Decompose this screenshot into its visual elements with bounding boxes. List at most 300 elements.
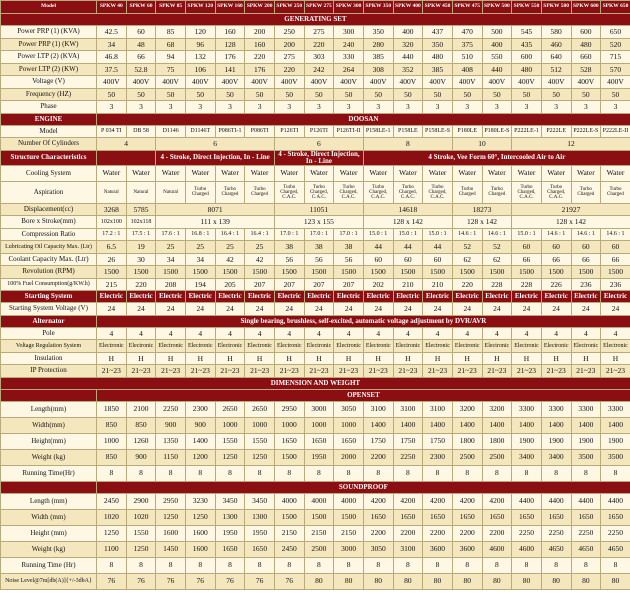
insulation-cell: H <box>274 352 304 365</box>
dimension-cell: 3200 <box>482 401 512 417</box>
bore-cell: 128 x 142 <box>512 216 630 229</box>
dimension-cell: 8 <box>215 557 245 573</box>
dimension-cell: 76 <box>215 573 245 589</box>
value-cell: 50 <box>452 88 482 101</box>
dimension-cell: 4650 <box>601 541 630 557</box>
displacement-cell: 5785 <box>126 203 156 216</box>
compression-cell: 14.6 : 1 <box>571 228 601 241</box>
value-cell: 470 <box>452 26 482 39</box>
value-cell: 400 <box>482 38 512 51</box>
dimension-cell: 4400 <box>601 493 630 509</box>
cooling-cell: Water <box>126 165 156 181</box>
voltage-cell: 24 <box>274 303 304 316</box>
dimension-cell: 76 <box>274 573 304 589</box>
value-cell: 600 <box>571 26 601 39</box>
value-cell: 3 <box>215 101 245 114</box>
voltage-cell: 24 <box>482 303 512 316</box>
oil-cell: 25 <box>215 241 245 254</box>
dimension-cell: 1300 <box>245 509 275 525</box>
fuel-cell: 220 <box>126 278 156 291</box>
dimension-cell: 3500 <box>571 449 601 465</box>
voltage-cell: 24 <box>393 303 423 316</box>
value-cell: 600 <box>512 51 542 64</box>
compression-cell: 15.0 : 1 <box>393 228 423 241</box>
value-cell: 37.5 <box>97 63 127 76</box>
dimension-cell: 1950 <box>245 525 275 541</box>
dimension-cell: 3300 <box>601 401 630 417</box>
fuel-cell: 228 <box>512 278 542 291</box>
dimension-cell: 8 <box>274 557 304 573</box>
value-cell: 330 <box>334 51 364 64</box>
value-cell: 3 <box>156 101 186 114</box>
voltage-cell: 24 <box>452 303 482 316</box>
dimension-cell: 2500 <box>304 541 334 557</box>
dimension-cell: 3100 <box>363 401 393 417</box>
ip-cell: 21~23 <box>601 365 630 378</box>
compression-cell: 14.6 : 1 <box>601 228 630 241</box>
dimension-cell: 8 <box>571 557 601 573</box>
value-cell: 400V <box>126 76 156 89</box>
dimension-cell: 4200 <box>423 493 453 509</box>
ip-cell: 21~23 <box>274 365 304 378</box>
row-label: Power PRP (1) (KW) <box>1 38 97 51</box>
value-cell: 176 <box>245 63 275 76</box>
dimension-cell: 1400 <box>393 417 423 433</box>
structure-desc-b: 4 - Stroke, Direct Injection, In - Line <box>274 150 363 165</box>
section-row <box>1 291 630 303</box>
row-label: Number Of Cylinders <box>1 138 97 151</box>
row-label: Compression Ratio <box>1 228 97 241</box>
insulation-cell: H <box>571 352 601 365</box>
row-label: Height(mm) <box>1 433 97 449</box>
pole-cell: 4 <box>482 327 512 340</box>
dimension-cell: 8 <box>304 557 334 573</box>
value-cell: 275 <box>304 26 334 39</box>
fuel-cell: 220 <box>452 278 482 291</box>
value-cell: 34 <box>97 38 127 51</box>
compression-cell: 14.6 : 1 <box>541 228 571 241</box>
dimension-cell: 3100 <box>393 401 423 417</box>
engine-model: D1146 <box>156 125 186 138</box>
value-cell: 640 <box>541 51 571 64</box>
alternator-desc: Single bearing, brushless, self-excited, automatic voltage adjustment by DVR/AVR <box>97 315 630 327</box>
model-name: SPKW 40 <box>97 1 127 14</box>
value-cell: 400V <box>512 76 542 89</box>
aspiration-cell: Turbo Charged <box>245 181 275 203</box>
displacement-cell: 11051 <box>274 203 363 216</box>
value-cell: 3 <box>245 101 275 114</box>
dimension-cell: 4000 <box>304 493 334 509</box>
insulation-cell: H <box>245 352 275 365</box>
vreg-cell: Electronic <box>185 340 215 353</box>
cylinder-count: 8 <box>363 138 452 151</box>
pole-cell: 4 <box>393 327 423 340</box>
section-alternator: Alternator <box>1 315 97 327</box>
dimension-cell: 8 <box>601 557 630 573</box>
value-cell: 3 <box>363 101 393 114</box>
coolant-cell: 60 <box>423 253 453 266</box>
value-cell: 400V <box>334 76 364 89</box>
compression-cell: 15.0 : 1 <box>363 228 393 241</box>
dimension-cell: 1950 <box>304 449 334 465</box>
starting-type: Electric <box>245 291 275 303</box>
value-cell: 200 <box>274 38 304 51</box>
fuel-cell: 236 <box>601 278 630 291</box>
ip-cell: 21~23 <box>97 365 127 378</box>
starting-type: Electric <box>156 291 186 303</box>
dimension-cell: 8 <box>393 465 423 481</box>
oil-cell: 44 <box>423 241 453 254</box>
rpm-cell: 1500 <box>156 266 186 279</box>
dimension-cell: 80 <box>512 573 542 589</box>
pole-cell: 4 <box>423 327 453 340</box>
data-row <box>1 63 630 76</box>
ip-cell: 21~23 <box>482 365 512 378</box>
fuel-cell: 207 <box>334 278 364 291</box>
oil-cell: 60 <box>601 241 630 254</box>
data-row <box>1 449 630 465</box>
dimension-cell: 80 <box>482 573 512 589</box>
dimension-cell: 8 <box>185 557 215 573</box>
dimension-cell: 2650 <box>245 401 275 417</box>
vreg-cell: Electronic <box>482 340 512 353</box>
ip-cell: 21~23 <box>215 365 245 378</box>
fuel-cell: 207 <box>274 278 304 291</box>
vreg-cell: Electronic <box>334 340 364 353</box>
value-cell: 160 <box>245 38 275 51</box>
dimension-cell: 1650 <box>512 509 542 525</box>
value-cell: 375 <box>452 38 482 51</box>
pole-cell: 4 <box>363 327 393 340</box>
dimension-cell: 80 <box>334 573 364 589</box>
coolant-cell: 66 <box>512 253 542 266</box>
starting-type: Electric <box>601 291 630 303</box>
aspiration-cell: Turbo Charged, C.A.C. <box>541 181 571 203</box>
dimension-cell: 1400 <box>423 417 453 433</box>
cooling-cell: Water <box>571 165 601 181</box>
dimension-cell: 2250 <box>571 525 601 541</box>
value-cell: 68 <box>156 38 186 51</box>
row-label: Weight (kg) <box>1 541 97 557</box>
compression-cell: 14.6 : 1 <box>452 228 482 241</box>
voltage-cell: 24 <box>245 303 275 316</box>
model-name: SPKW 580 <box>541 1 571 14</box>
value-cell: 350 <box>423 38 453 51</box>
dimension-cell: 4650 <box>541 541 571 557</box>
value-cell: 320 <box>393 38 423 51</box>
dimension-cell: 80 <box>304 573 334 589</box>
dimension-cell: 1300 <box>215 509 245 525</box>
dimension-cell: 2450 <box>274 541 304 557</box>
aspiration-cell: Turbo Charged, C.A.C. <box>512 181 542 203</box>
engine-model: P126TI <box>304 125 334 138</box>
dimension-cell: 1000 <box>304 417 334 433</box>
starting-type: Electric <box>452 291 482 303</box>
section-row <box>1 377 630 389</box>
coolant-cell: 56 <box>304 253 334 266</box>
row-label: Power LTP (2) (KW) <box>1 63 97 76</box>
dimension-cell: 4000 <box>334 493 364 509</box>
dimension-cell: 1650 <box>215 541 245 557</box>
data-row <box>1 465 630 481</box>
dimension-cell: 8 <box>363 557 393 573</box>
voltage-cell: 24 <box>334 303 364 316</box>
model-name: SPKW 300 <box>334 1 364 14</box>
dimension-cell: 1400 <box>482 417 512 433</box>
dimension-cell: 1000 <box>97 433 127 449</box>
fuel-cell: 215 <box>97 278 127 291</box>
rpm-cell: 1500 <box>215 266 245 279</box>
aspiration-cell: Turbo Charged <box>482 181 512 203</box>
row-label: Noise Level@7m[db(A)]{+/-3dbA} <box>1 573 97 589</box>
row-label: Power LTP (2) (KVA) <box>1 51 97 64</box>
pole-cell: 4 <box>334 327 364 340</box>
value-cell: 50 <box>541 88 571 101</box>
value-cell: 460 <box>541 38 571 51</box>
value-cell: 350 <box>363 26 393 39</box>
dimension-cell: 2150 <box>274 525 304 541</box>
value-cell: 385 <box>363 51 393 64</box>
data-row <box>1 266 630 279</box>
dimension-cell: 1020 <box>126 509 156 525</box>
dimension-cell: 3500 <box>601 449 630 465</box>
pole-cell: 4 <box>215 327 245 340</box>
value-cell: 176 <box>215 51 245 64</box>
section-soundproof: SOUNDPROOF <box>97 481 630 493</box>
dimension-cell: 8 <box>215 465 245 481</box>
dimension-cell: 1650 <box>482 509 512 525</box>
dimension-cell: 1900 <box>512 433 542 449</box>
cooling-cell: Water <box>601 165 630 181</box>
fuel-cell: 202 <box>363 278 393 291</box>
section-starting: Starting System <box>1 291 97 303</box>
dimension-cell: 2500 <box>482 449 512 465</box>
value-cell: 480 <box>571 38 601 51</box>
dimension-cell: 1600 <box>185 541 215 557</box>
data-row <box>1 327 630 340</box>
dimension-cell: 2450 <box>97 493 127 509</box>
dimension-cell: 2250 <box>156 401 186 417</box>
value-cell: 437 <box>423 26 453 39</box>
dimension-cell: 1200 <box>185 449 215 465</box>
cooling-cell: Water <box>274 165 304 181</box>
value-cell: 94 <box>156 51 186 64</box>
cooling-cell: Water <box>97 165 127 181</box>
bore-cell: 111 x 139 <box>156 216 275 229</box>
compression-cell: 17.0 : 1 <box>274 228 304 241</box>
dimension-cell: 850 <box>97 417 127 433</box>
displacement-cell: 18273 <box>452 203 511 216</box>
data-row <box>1 125 630 138</box>
coolant-cell: 26 <box>97 253 127 266</box>
model-name: SPKW 475 <box>452 1 482 14</box>
value-cell: 3 <box>334 101 364 114</box>
dimension-cell: 1350 <box>156 433 186 449</box>
data-row <box>1 165 630 181</box>
dimension-cell: 900 <box>185 417 215 433</box>
value-cell: 50 <box>215 88 245 101</box>
dimension-cell: 2500 <box>452 449 482 465</box>
value-cell: 400V <box>274 76 304 89</box>
value-cell: 3 <box>601 101 630 114</box>
rpm-cell: 1500 <box>274 266 304 279</box>
structure-desc-a: 4 - Stroke, Direct Injection, In - Line <box>156 150 275 165</box>
row-label: Frequency (HZ) <box>1 88 97 101</box>
rpm-cell: 1500 <box>97 266 127 279</box>
dimension-cell: 900 <box>126 449 156 465</box>
vreg-cell: Electronic <box>601 340 630 353</box>
data-row <box>1 525 630 541</box>
data-row <box>1 433 630 449</box>
dimension-cell: 1900 <box>601 433 630 449</box>
dimension-cell: 1650 <box>452 509 482 525</box>
dimension-cell: 1000 <box>245 417 275 433</box>
dimension-cell: 3300 <box>512 401 542 417</box>
cylinder-count: 6 <box>274 138 363 151</box>
aspiration-cell: Turbo Charged <box>185 181 215 203</box>
dimension-cell: 1250 <box>245 449 275 465</box>
value-cell: 400V <box>156 76 186 89</box>
dimension-cell: 900 <box>156 417 186 433</box>
value-cell: 500 <box>482 26 512 39</box>
insulation-cell: H <box>334 352 364 365</box>
value-cell: 141 <box>215 63 245 76</box>
data-row <box>1 138 630 151</box>
insulation-cell: H <box>452 352 482 365</box>
row-label: Displacement(cc) <box>1 203 97 216</box>
value-cell: 352 <box>393 63 423 76</box>
oil-cell: 6.5 <box>97 241 127 254</box>
value-cell: 50 <box>393 88 423 101</box>
insulation-cell: H <box>482 352 512 365</box>
dimension-cell: 1850 <box>97 401 127 417</box>
section-row <box>1 315 630 327</box>
value-cell: 48 <box>126 38 156 51</box>
coolant-cell: 42 <box>215 253 245 266</box>
dimension-cell: 3050 <box>334 401 364 417</box>
insulation-cell: H <box>541 352 571 365</box>
row-label: 100% Fuel Consumption(g/KW.h) <box>1 278 97 291</box>
voltage-cell: 24 <box>571 303 601 316</box>
value-cell: 308 <box>363 63 393 76</box>
value-cell: 550 <box>482 51 512 64</box>
aspiration-cell: Turbo Charged <box>601 181 630 203</box>
value-cell: 50 <box>363 88 393 101</box>
value-cell: 75 <box>156 63 186 76</box>
dimension-cell: 8 <box>185 465 215 481</box>
dimension-cell: 2200 <box>423 525 453 541</box>
voltage-cell: 24 <box>423 303 453 316</box>
dimension-cell: 4200 <box>363 493 393 509</box>
rpm-cell: 1500 <box>571 266 601 279</box>
dimension-cell: 8 <box>97 465 127 481</box>
dimension-cell: 3450 <box>245 493 275 509</box>
value-cell: 60 <box>126 26 156 39</box>
value-cell: 545 <box>512 26 542 39</box>
model-name: SPKW 250 <box>274 1 304 14</box>
oil-cell: 25 <box>156 241 186 254</box>
value-cell: 50 <box>126 88 156 101</box>
dimension-cell: 1400 <box>541 417 571 433</box>
value-cell: 400V <box>215 76 245 89</box>
dimension-cell: 2150 <box>334 525 364 541</box>
row-label: Revolution (RPM) <box>1 266 97 279</box>
dimension-cell: 1750 <box>423 433 453 449</box>
dimension-cell: 1250 <box>97 525 127 541</box>
compression-cell: 16.4 : 1 <box>215 228 245 241</box>
value-cell: 480 <box>423 51 453 64</box>
coolant-cell: 66 <box>571 253 601 266</box>
starting-type: Electric <box>126 291 156 303</box>
vreg-cell: Electronic <box>274 340 304 353</box>
value-cell: 400V <box>393 76 423 89</box>
bore-cell: 123 x 155 <box>274 216 363 229</box>
starting-type: Electric <box>393 291 423 303</box>
dimension-cell: 1650 <box>363 509 393 525</box>
dimension-cell: 76 <box>185 573 215 589</box>
dimension-cell: 1250 <box>126 541 156 557</box>
coolant-cell: 56 <box>274 253 304 266</box>
rpm-cell: 1500 <box>512 266 542 279</box>
vreg-cell: Electronic <box>452 340 482 353</box>
rpm-cell: 1500 <box>126 266 156 279</box>
value-cell: 400V <box>423 76 453 89</box>
dimension-cell: 1900 <box>571 433 601 449</box>
dimension-cell: 2200 <box>393 525 423 541</box>
dimension-cell: 2000 <box>334 449 364 465</box>
vreg-cell: Electronic <box>126 340 156 353</box>
insulation-cell: H <box>97 352 127 365</box>
dimension-cell: 1400 <box>363 417 393 433</box>
dimension-cell: 8 <box>156 465 186 481</box>
oil-cell: 60 <box>571 241 601 254</box>
cooling-cell: Water <box>423 165 453 181</box>
engine-model: D1146T <box>185 125 215 138</box>
dimension-cell: 2950 <box>156 493 186 509</box>
engine-model: P126TI <box>274 125 304 138</box>
dimension-cell: 3050 <box>363 541 393 557</box>
aspiration-cell: Turbo Charged, C.A.C. <box>334 181 364 203</box>
dimension-cell: 1650 <box>571 509 601 525</box>
value-cell: 400V <box>185 76 215 89</box>
dimension-cell: 2250 <box>601 525 630 541</box>
vreg-cell: Electronic <box>304 340 334 353</box>
value-cell: 50 <box>423 88 453 101</box>
starting-type: Electric <box>363 291 393 303</box>
value-cell: 408 <box>452 63 482 76</box>
model-name: SPKW 120 <box>185 1 215 14</box>
displacement-cell: 8071 <box>156 203 275 216</box>
data-row <box>1 51 630 64</box>
structure-desc-c: 4 Stroke, Vee Form 60°, Intercooled Air to Air <box>363 150 630 165</box>
pole-cell: 4 <box>126 327 156 340</box>
dimension-cell: 1650 <box>393 509 423 525</box>
model-name: SPKW 275 <box>304 1 334 14</box>
value-cell: 400V <box>245 76 275 89</box>
dimension-cell: 1400 <box>185 433 215 449</box>
section-row <box>1 113 630 125</box>
dimension-cell: 1000 <box>274 417 304 433</box>
dimension-cell: 8 <box>452 557 482 573</box>
dimension-cell: 8 <box>126 465 156 481</box>
data-row <box>1 101 630 114</box>
value-cell: 42.5 <box>97 26 127 39</box>
model-name: SPKW 650 <box>601 1 630 14</box>
cooling-cell: Water <box>185 165 215 181</box>
dimension-cell: 1100 <box>97 541 127 557</box>
dimension-cell: 3600 <box>423 541 453 557</box>
insulation-cell: H <box>393 352 423 365</box>
